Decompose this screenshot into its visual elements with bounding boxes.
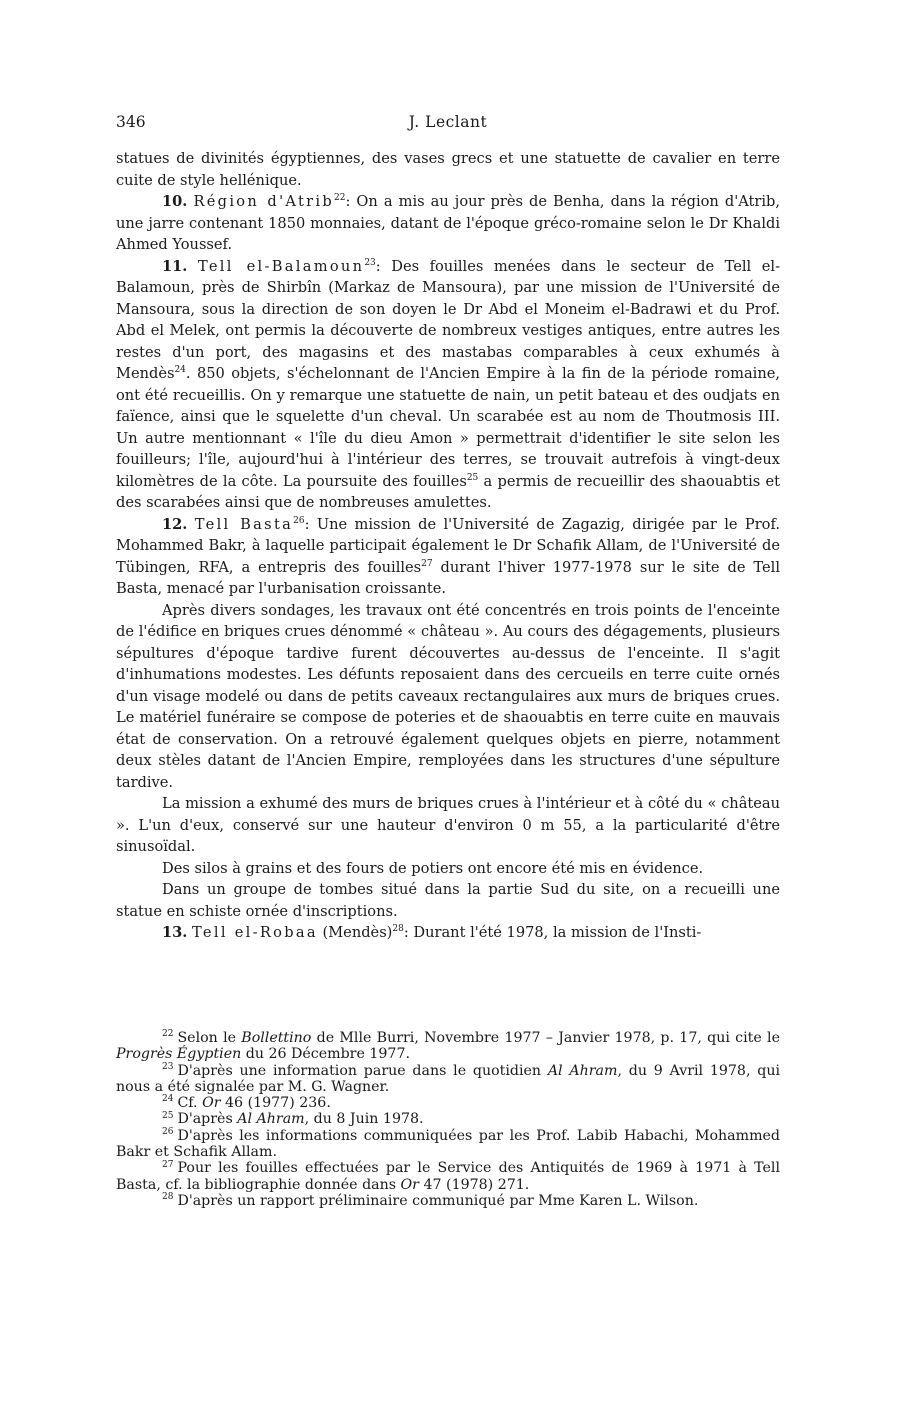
footnote-italic: Or <box>202 1095 221 1112</box>
footnote-ref: 22 <box>334 193 346 204</box>
footnote <box>116 1193 780 1209</box>
footnote <box>116 1030 780 1063</box>
footnote-text: Cf. <box>177 1095 203 1112</box>
section-heading: Tell el-Balamoun <box>197 257 365 275</box>
footnote-text: D'après les informations communiquées par les Prof. Labib Habachi, Mohammed Bakr et Schafik Allam. <box>116 1127 780 1161</box>
section-text: : Des fouilles menées dans le secteur de Tell el-Balamoun, près de Shirbîn (Markaz de Mansoura), par une mission de l'Université de Mansoura, sous la direction de son doyen le Dr Abd el Moneim el-Badrawi et du Prof. Abd el Melek, ont permis la découverte de nombreux vestiges antiques, entre autres les restes d'un port, des magasins et des mastabas comparables à ceux exhumés à Mendès <box>116 257 781 382</box>
section-10 <box>116 191 780 256</box>
footnote <box>116 1111 780 1127</box>
running-head: J. Leclant <box>408 113 488 131</box>
paragraph: Après divers sondages, les travaux ont été concentrés en trois points de l'enceinte de l'édifice en briques crues dénommé « château ». Au cours des dégagements, plusieurs sépultures d'époque tardive furent découvertes au-dessus de l'enceinte. Il s'agit d'inhumations modestes. Les défunts reposaient dans des cercueils en terre cuite ornés d'un visage modelé ou dans de petits caveaux rectangulaires aux murs de briques crues. Le matériel funéraire se compose de poteries et de shaouabtis en terre cuite en mauvais état de conservation. On a retrouvé également quelques objets en pierre, notamment deux stèles datant de l'Ancien Empire, remployées dans les structures d'une sépulture tardive. <box>116 601 780 791</box>
footnote <box>116 1128 780 1161</box>
footnote-text: D'après un rapport préliminaire communiqué par Mme Karen L. Wilson. <box>177 1192 699 1209</box>
footnote-text: 46 (1977) 236. <box>220 1095 331 1112</box>
footnote-number: 23 <box>162 1061 174 1072</box>
footnotes <box>116 1030 780 1209</box>
paragraph: Dans un groupe de tombes situé dans la partie Sud du site, on a recueilli une statue en schiste ornée d'inscriptions. <box>116 881 780 920</box>
page-header <box>116 113 780 137</box>
paragraph: Des silos à grains et des fours de potiers ont encore été mis en évidence. <box>162 859 704 877</box>
footnote-italic: Progrès Égyptien <box>116 1046 242 1063</box>
section-text: a permis de recueillir des shaouabtis et des scarabées ainsi que de nombreuses amulettes. <box>116 472 780 511</box>
footnote-text: D'après <box>177 1111 238 1128</box>
section-heading-suffix: (Mendès) <box>317 924 393 941</box>
paragraph: La mission a exhumé des murs de briques crues à l'intérieur et à côté du « château ». L'un d'eux, conservé sur une hauteur d'environ 0 m 55, a la particularité d'être sinusoïdal. <box>116 795 780 855</box>
main-text <box>116 148 780 944</box>
footnote-text: D'après une information parue dans le quotidien <box>177 1062 548 1079</box>
section-heading: Tell el-Robaa <box>192 924 318 941</box>
footnote-ref: 24 <box>174 365 186 376</box>
footnote-italic: Al Ahram <box>237 1111 305 1128</box>
section-number: 10. <box>162 193 188 210</box>
section-text: . 850 objets, s'échelonnant de l'Ancien Empire à la fin de la période romaine, ont été recueillis. On y remarque une statuette de nain, un petit bateau et des oudjats en faïence, ainsi que le squelette d'un cheval. Un scarabée est au nom de Thoutmosis III. Un autre mentionnant « l'île du dieu Amon » permettrait d'identifier le site selon les fouilleurs; l'île, aujourd'hui à l'intérieur des terres, se trouvait autrefois à vingt-deux kilomètres de la côte. La poursuite des fouilles <box>116 365 780 490</box>
footnote-text: de Mlle Burri, Novembre 1977 – Janvier 1978, p. 17, qui cite le <box>311 1030 780 1046</box>
section-11 <box>116 256 780 514</box>
footnote-text: 47 (1978) 271. <box>418 1176 530 1193</box>
section-text: : Durant l'été 1978, la mission de l'Insti- <box>403 924 702 941</box>
footnote-number: 25 <box>162 1110 174 1121</box>
footnote-number: 22 <box>162 1029 174 1040</box>
footnote-number: 26 <box>162 1127 174 1138</box>
footnote-ref: 27 <box>421 558 433 569</box>
section-12 <box>116 514 780 600</box>
footnote-italic: Al Ahram <box>547 1062 618 1079</box>
footnote-text: , du 9 Avril 1978, qui nous a été signalée par M. G. Wagner. <box>116 1062 780 1095</box>
section-number: 11. <box>162 257 188 275</box>
footnote-ref: 23 <box>364 257 376 268</box>
footnote <box>116 1063 780 1096</box>
section-heading: Tell Basta <box>194 515 294 533</box>
footnote-number: 24 <box>162 1094 174 1105</box>
footnote-ref: 26 <box>293 515 305 526</box>
section-number: 13. <box>162 924 188 941</box>
footnote-number: 27 <box>162 1159 174 1170</box>
footnote-ref: 25 <box>466 472 479 483</box>
footnote-italic: Or <box>400 1176 419 1193</box>
footnote-text: Selon le <box>177 1030 242 1046</box>
section-text: durant l'hiver 1977-1978 sur le site de Tell Basta, menacé par l'urbanisation croissante. <box>116 558 780 597</box>
footnote-text: du 26 Décembre 1977. <box>241 1046 410 1063</box>
section-text: : On a mis au jour près de Benha, dans la région d'Atrib, une jarre contenant 1850 monnaies, datant de l'époque gréco-romaine selon le Dr Khaldi Ahmed Youssef. <box>116 193 780 253</box>
footnote-number: 28 <box>162 1192 174 1203</box>
paragraph-continuation: statues de divinités égyptiennes, des vases grecs et une statuette de cavalier en terre cuite de style hellénique. <box>116 150 780 189</box>
footnote-text: , du 8 Juin 1978. <box>304 1111 424 1128</box>
footnote-italic: Bollettino <box>241 1030 312 1046</box>
footnote-text: Pour les fouilles effectuées par le Service des Antiquités de 1969 à 1971 à Tell Basta, cf. la bibliographie donnée dans <box>116 1160 780 1193</box>
section-number: 12. <box>162 515 188 533</box>
page-number: 346 <box>116 113 146 131</box>
section-13 <box>116 922 780 944</box>
section-heading: Région d'Atrib <box>193 193 335 210</box>
section-text: : Une mission de l'Université de Zagazig, dirigée par le Prof. Mohammed Bakr, à laquelle participait également le Dr Schafik Allam, de l'Université de Tübingen, RFA, a entrepris des fouilles <box>116 515 780 576</box>
footnote <box>116 1160 780 1193</box>
footnote-ref: 28 <box>392 924 404 935</box>
footnote <box>116 1095 780 1111</box>
